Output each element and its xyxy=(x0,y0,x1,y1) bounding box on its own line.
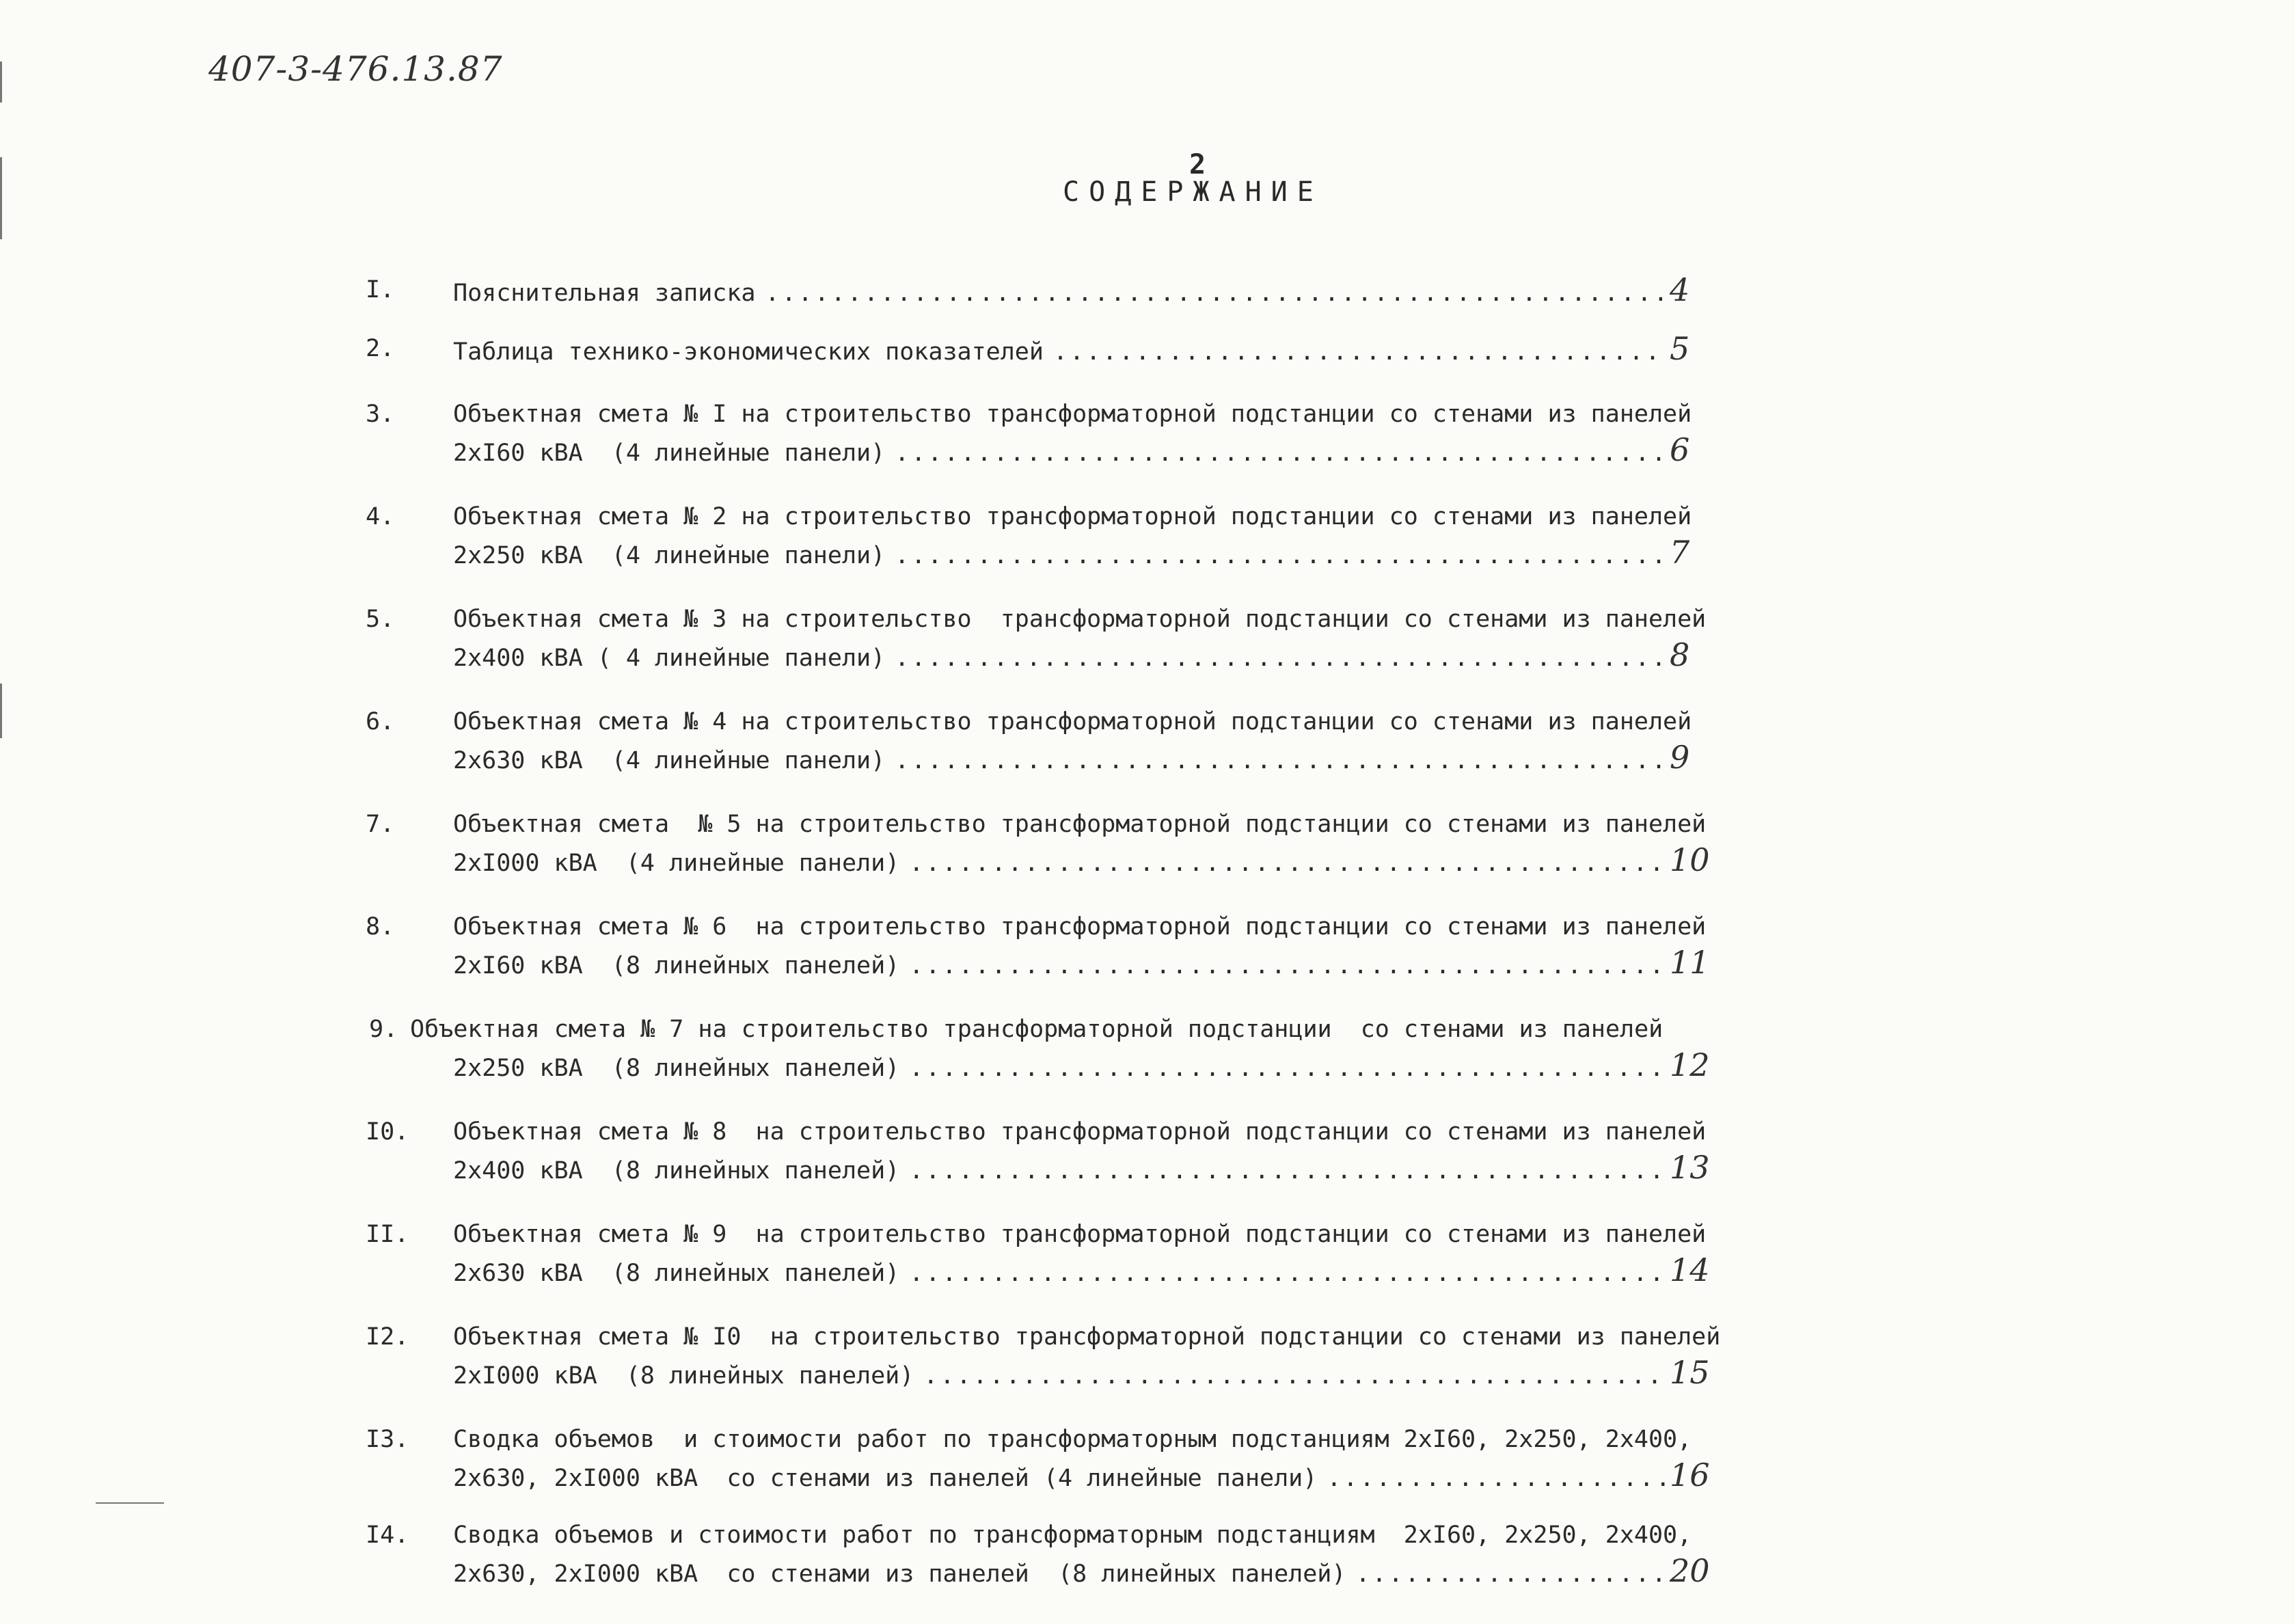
toc-line xyxy=(453,1553,1711,1588)
toc-line xyxy=(453,432,1711,468)
dot-leader xyxy=(909,1153,1666,1189)
entry-number: 9. xyxy=(369,1016,398,1043)
dot-leader xyxy=(895,640,1666,676)
toc-line xyxy=(453,1150,1711,1185)
entry-number: 3. xyxy=(366,401,395,428)
entry-page-number: 5 xyxy=(1670,330,1690,367)
dot-leader xyxy=(1355,1556,1666,1592)
toc-line xyxy=(453,534,1711,570)
entry-title-continuation: 2хI60 кВА (4 линейные панели) xyxy=(453,439,886,467)
entry-title-continuation: 2х250 кВА (8 линейных панелей) xyxy=(453,1055,900,1082)
scan-margin-mark xyxy=(96,1502,164,1504)
entry-number: II. xyxy=(366,1221,409,1248)
entry-title-continuation: 2хI60 кВА (8 линейных панелей) xyxy=(453,952,900,979)
entry-title-continuation: 2х400 кВА ( 4 линейные панели) xyxy=(453,645,886,672)
entry-title: Пояснительная записка xyxy=(453,280,756,307)
entry-number: 5. xyxy=(366,606,395,633)
dot-leader xyxy=(895,538,1666,573)
entry-number: 4. xyxy=(366,503,395,530)
entry-title: Объектная смета № 9 на строительство трансформаторной подстанции со стенами из панелей xyxy=(453,1221,1707,1248)
dot-leader xyxy=(1053,334,1666,370)
toc-line xyxy=(453,1047,1711,1083)
toc-line xyxy=(453,272,1711,308)
entry-number: 7. xyxy=(366,811,395,838)
entry-title-continuation: 2х400 кВА (8 линейных панелей) xyxy=(453,1157,900,1185)
dot-leader xyxy=(923,1358,1666,1394)
entry-number: I. xyxy=(366,276,395,303)
dot-leader xyxy=(909,1256,1666,1291)
entry-number: I2. xyxy=(366,1323,409,1351)
toc-line xyxy=(453,1252,1711,1288)
entry-page-number: 10 xyxy=(1670,841,1710,878)
entry-number: 8. xyxy=(366,913,395,940)
entry-title: Объектная смета № 7 на строительство трансформаторной подстанции со стенами из панелей xyxy=(410,1016,1663,1043)
entry-title-continuation: 2х630 кВА (4 линейные панели) xyxy=(453,747,886,774)
entry-title-continuation: 2хI000 кВА (8 линейных панелей) xyxy=(453,1362,914,1390)
entry-number: I3. xyxy=(366,1426,409,1453)
entry-page-number: 12 xyxy=(1670,1046,1710,1083)
dot-leader xyxy=(909,1051,1666,1086)
entry-title: Сводка объемов и стоимости работ по трансформаторным подстанциям 2хI60, 2х250, 2х400, xyxy=(453,1521,1692,1549)
entry-title: Таблица технико-экономических показателей xyxy=(453,338,1044,366)
entry-title-continuation: 2х630 кВА (8 линейных панелей) xyxy=(453,1260,900,1287)
entry-page-number: 14 xyxy=(1670,1251,1710,1288)
entry-number: 2. xyxy=(366,335,395,362)
entry-page-number: 11 xyxy=(1670,944,1710,981)
entry-title-continuation: 2хI000 кВА (4 линейные панели) xyxy=(453,850,900,877)
toc-line xyxy=(453,1457,1711,1493)
entry-title: Объектная смета № 3 на строительство трансформаторной подстанции со стенами из панелей xyxy=(453,606,1707,633)
dot-leader xyxy=(895,743,1666,779)
dot-leader xyxy=(895,435,1666,471)
entry-page-number: 15 xyxy=(1670,1354,1710,1391)
entry-page-number: 13 xyxy=(1670,1149,1710,1186)
entry-page-number: 6 xyxy=(1670,431,1690,468)
entry-page-number: 8 xyxy=(1670,636,1690,673)
dot-leader xyxy=(765,275,1666,311)
toc-line xyxy=(453,637,1711,673)
entry-page-number: 16 xyxy=(1670,1457,1710,1493)
dot-leader xyxy=(1327,1461,1666,1496)
scan-margin-mark xyxy=(0,157,2,239)
entry-title: Объектная смета № 5 на строительство трансформаторной подстанции со стенами из панелей xyxy=(453,811,1707,838)
scan-margin-mark xyxy=(0,684,2,738)
entry-page-number: 4 xyxy=(1670,271,1690,308)
entry-page-number: 7 xyxy=(1670,534,1690,571)
entry-number: I4. xyxy=(366,1521,409,1549)
toc-line xyxy=(453,842,1711,878)
entry-page-number: 20 xyxy=(1670,1552,1710,1589)
entry-title: Объектная смета № 8 на строительство трансформаторной подстанции со стенами из панелей xyxy=(453,1118,1707,1146)
entry-title-continuation: 2х630, 2хI000 кВА со стенами из панелей (4 линейные панели) xyxy=(453,1465,1318,1492)
document-code: 407-3-476.13.87 xyxy=(208,49,503,89)
entry-number: I0. xyxy=(366,1118,409,1146)
dot-leader xyxy=(909,948,1666,984)
entry-title: Объектная смета № I на строительство трансформаторной подстанции со стенами из панелей xyxy=(453,401,1692,428)
dot-leader xyxy=(909,845,1666,881)
entry-title-continuation: 2х250 кВА (4 линейные панели) xyxy=(453,542,886,569)
entry-title: Объектная смета № I0 на строительство трансформаторной подстанции со стенами из панелей xyxy=(453,1323,1721,1351)
page-title: СОДЕРЖАНИЕ xyxy=(1063,176,1323,208)
entry-title: Объектная смета № 6 на строительство трансформаторной подстанции со стенами из панелей xyxy=(453,913,1707,940)
entry-title-continuation: 2х630, 2хI000 кВА со стенами из панелей (8 линейных панелей) xyxy=(453,1560,1346,1588)
entry-number: 6. xyxy=(366,708,395,735)
entry-title: Объектная смета № 2 на строительство трансформаторной подстанции со стенами из панелей xyxy=(453,503,1692,530)
entry-title: Сводка объемов и стоимости работ по трансформаторным подстанциям 2хI60, 2х250, 2х400, xyxy=(453,1426,1692,1453)
entry-title: Объектная смета № 4 на строительство трансформаторной подстанции со стенами из панелей xyxy=(453,708,1692,735)
scan-margin-mark xyxy=(0,62,2,103)
toc-line xyxy=(453,1355,1711,1390)
toc-line xyxy=(453,740,1711,775)
toc-line xyxy=(453,331,1711,366)
page-number: 2 xyxy=(1189,149,1206,180)
entry-page-number: 9 xyxy=(1670,739,1690,776)
toc-line xyxy=(453,945,1711,980)
